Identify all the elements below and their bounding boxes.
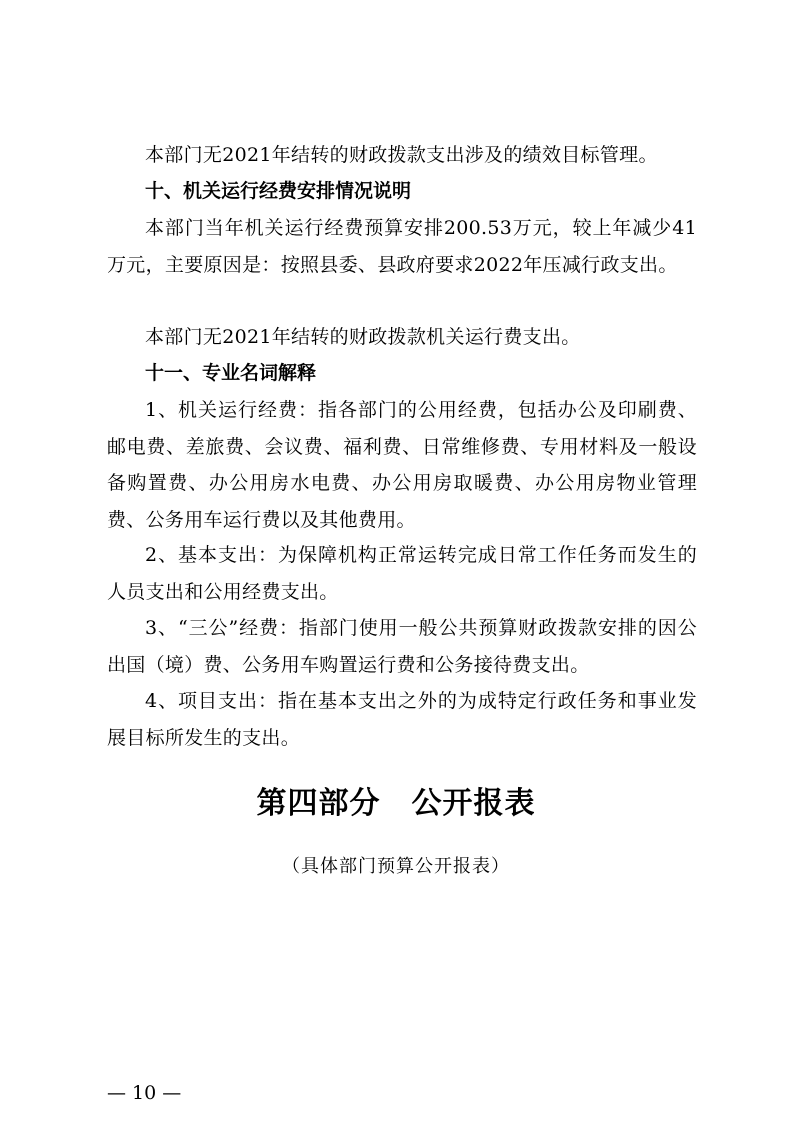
term-definition-three-public-expenses: 3、“三公”经费：指部门使用一般公共预算财政拨款安排的因公出国（境）费、公务用车购置运行费和公务接待费支出。: [107, 617, 697, 676]
section-heading-10: 十、机关运行经费安排情况说明: [145, 180, 412, 202]
term-definition-operating-expenses: 1、机关运行经费：指各部门的公用经费，包括办公及印刷费、邮电费、差旅费、会议费、福利费、日常维修费、专用材料及一般设备购置费、办公用房水电费、办公用房取暖费、办公用房物业管理费、公务用车运行费以及其他费用。: [107, 399, 697, 531]
part-title: 第四部分 公开报表: [256, 786, 536, 821]
term-definition-basic-expenditure: 2、基本支出：为保障机构正常运转完成日常工作任务而发生的人员支出和公用经费支出。: [107, 544, 697, 603]
paragraph-no-carryover-expenses: 本部门无2021年结转的财政拨款机关运行费支出。: [145, 326, 581, 348]
term-definition-project-expenditure: 4、项目支出：指在基本支出之外的为成特定行政任务和事业发展目标所发生的支出。: [107, 690, 697, 749]
paragraph-operating-expenses: 本部门当年机关运行经费预算安排200.53万元，较上年减少41万元，主要原因是：按照县委、县政府要求2022年压减行政支出。: [107, 217, 697, 276]
paragraph-performance-goals: 本部门无2021年结转的财政拨款支出涉及的绩效目标管理。: [145, 144, 658, 166]
page-number: — 10 —: [107, 1082, 182, 1104]
section-heading-11: 十一、专业名词解释: [145, 362, 317, 384]
part-subtitle: （具体部门预算公开报表）: [282, 856, 510, 877]
